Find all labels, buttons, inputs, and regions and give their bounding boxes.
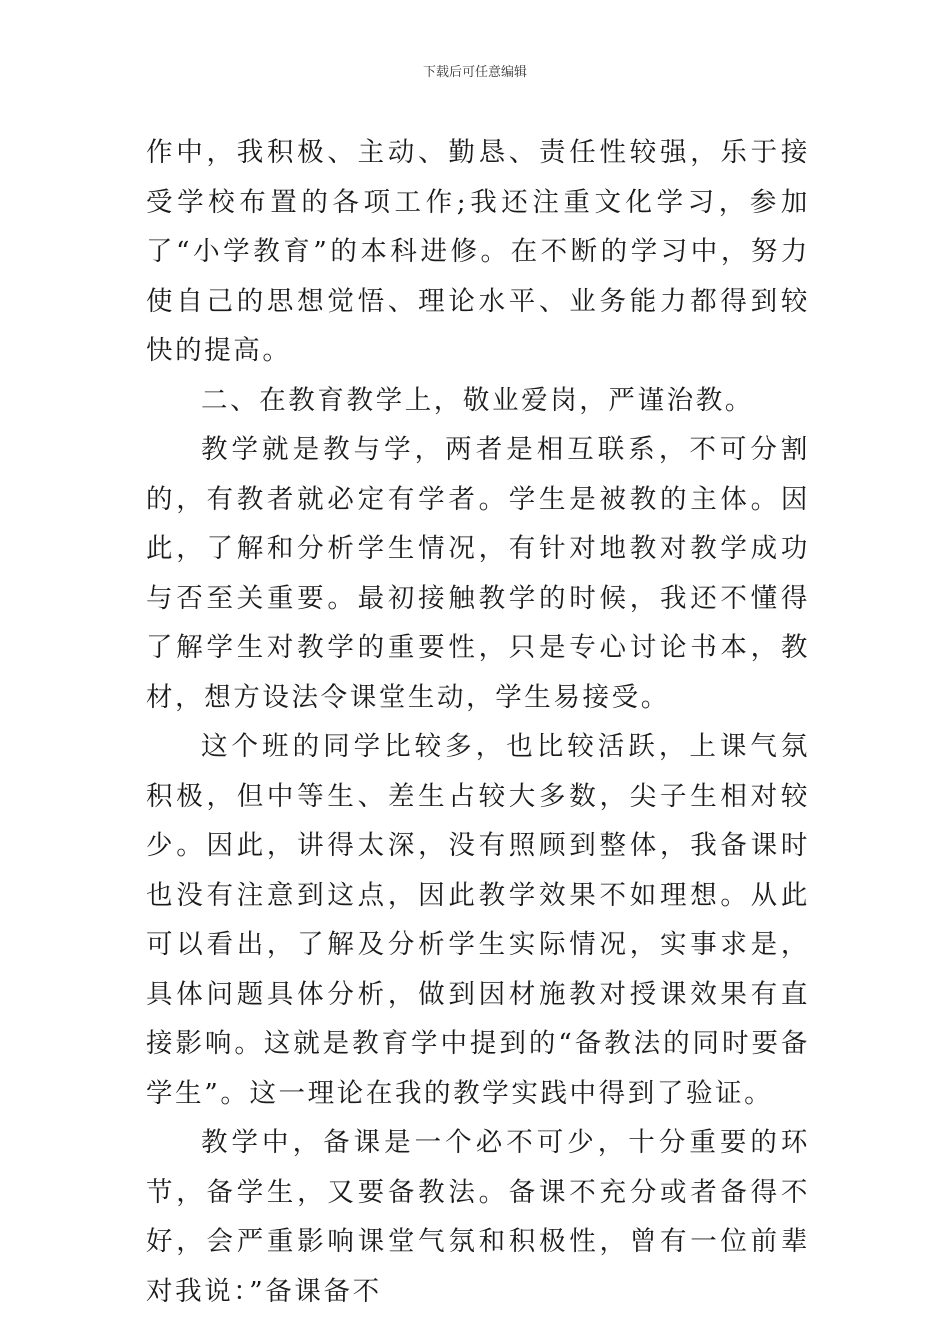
paragraph-2: 教学就是教与学，两者是相互联系，不可分割的，有教者就必定有学者。学生是被教的主体。因此，了解和分析学生情况，有针对地教对教学成功与否至关重要。最初接触教学的时候，我还不懂得了解学生对教学的重要性，只是专心讨论书本，教材，想方设法令课堂生动，学生易接受。 — [146, 434, 810, 713]
paragraph-3: 这个班的同学比较多，也比较活跃，上课气氛积极，但中等生、差生占较大多数，尖子生相对较少。因此，讲得太深，没有照顾到整体，我备课时也没有注意到这点，因此教学效果不如理想。从此可以看出，了解及分析学生实际情况，实事求是，具体问题具体分析，做到因材施教对授课效果有直接影响。这就是教育学中提到的“备教法的同时要备学生”。这一理论在我的教学实践中得到了验证。 — [146, 731, 810, 1109]
paragraph-1: 作中，我积极、主动、勤恳、责任性较强，乐于接受学校布置的各项工作;我还注重文化学习，参加了“小学教育”的本科进修。在不断的学习中，努力使自己的思想觉悟、理论水平、业务能力都得到较快的提高。 — [146, 137, 810, 366]
section-heading: 二、在教育教学上，敬业爱岗，严谨治教。 — [201, 384, 754, 416]
document-body — [146, 128, 810, 1316]
page-header: 下载后可任意编辑 — [422, 65, 527, 80]
paragraph-4: 教学中，备课是一个必不可少，十分重要的环节，备学生，又要备教法。备课不充分或者备得不好，会严重影响课堂气氛和积极性，曾有一位前辈对我说：”备课备不 — [146, 1127, 810, 1307]
